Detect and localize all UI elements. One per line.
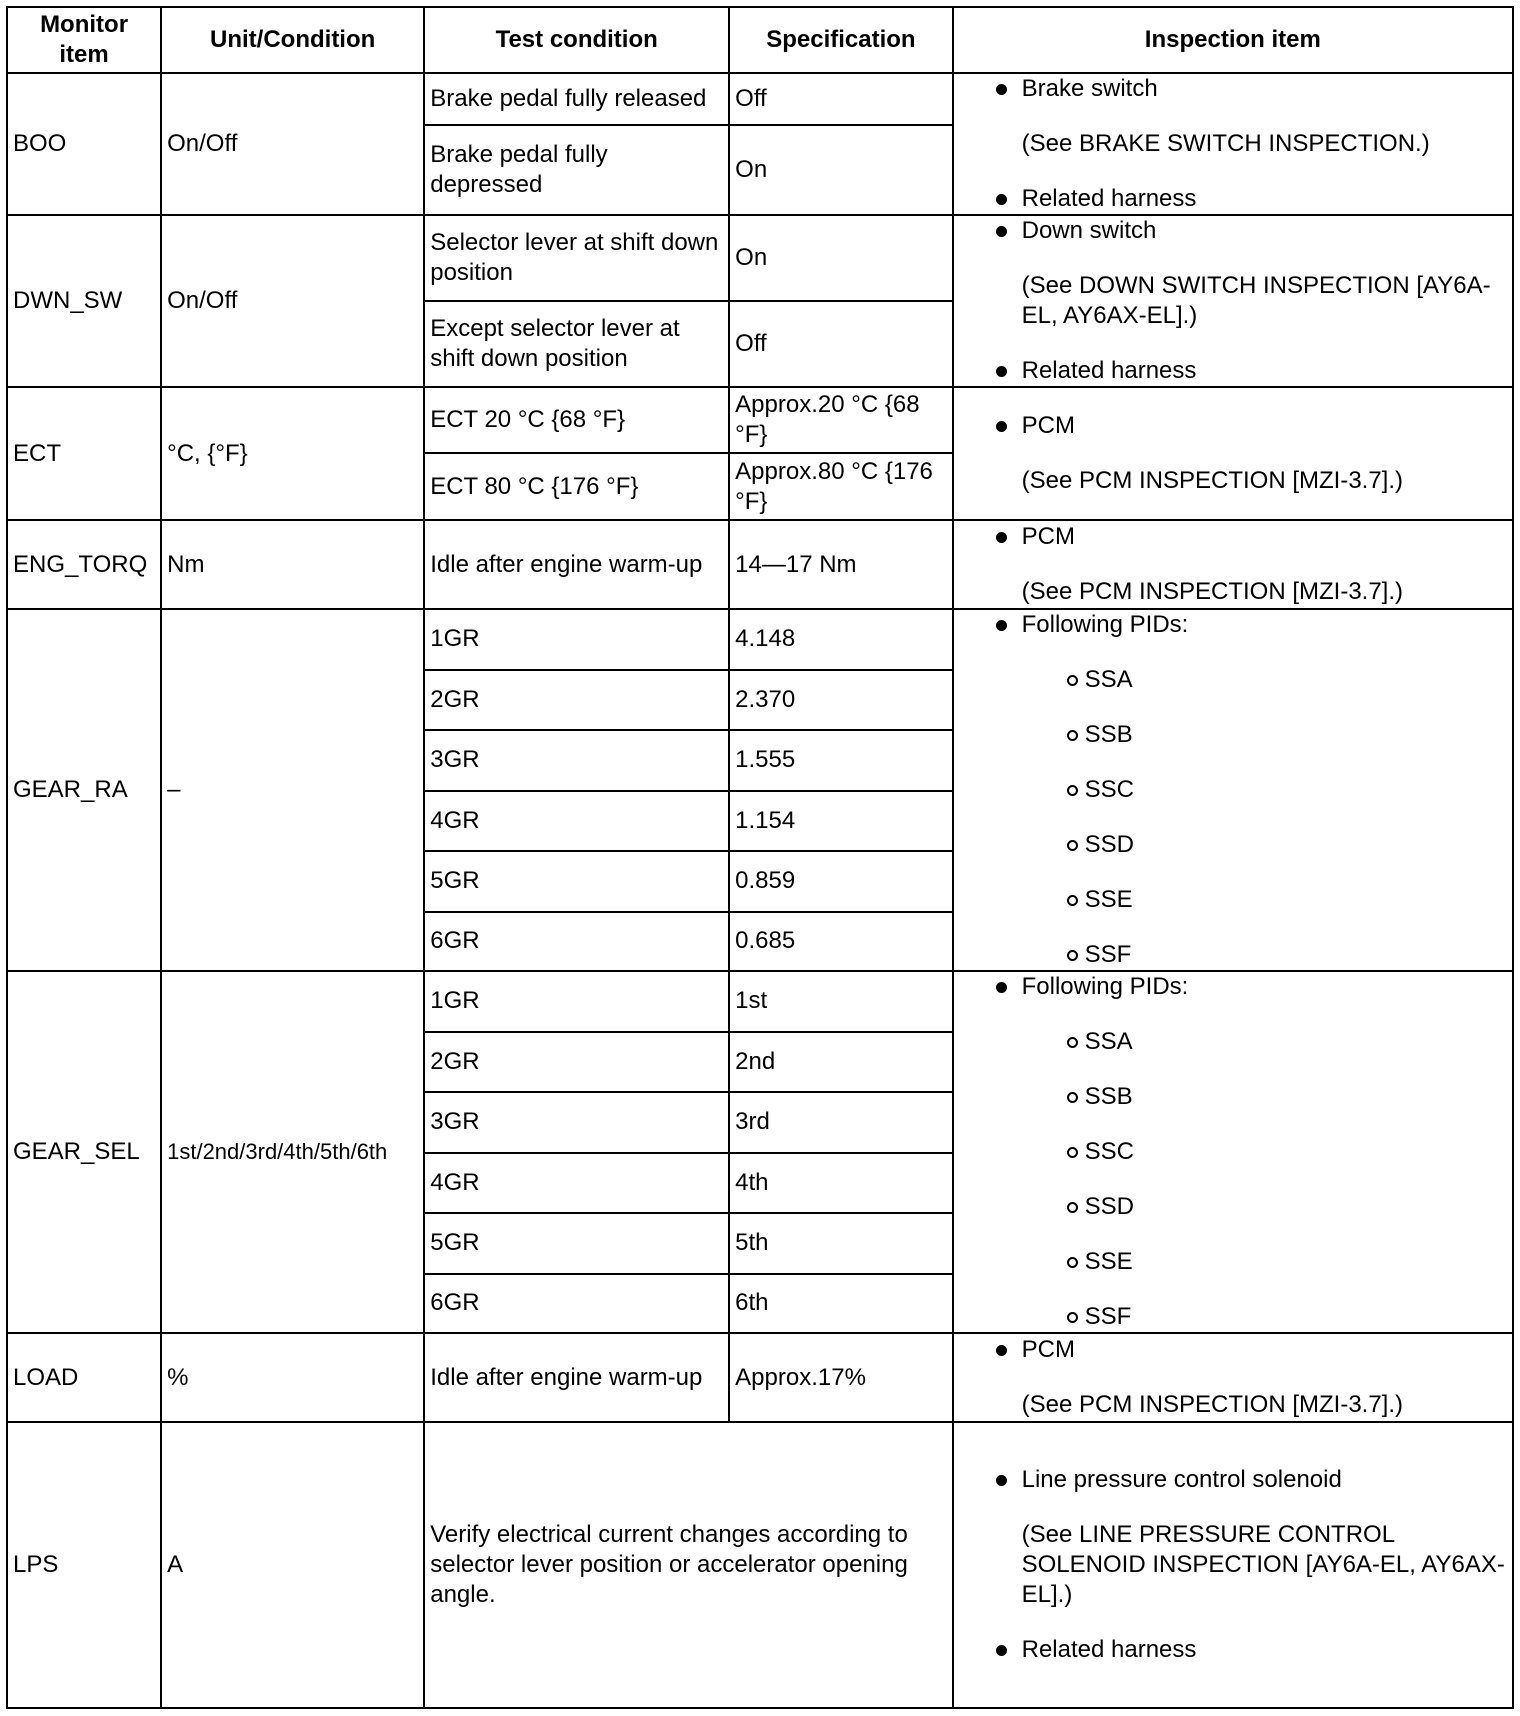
test-condition-cell: 3GR — [424, 1092, 729, 1153]
sub-bullet-item: SSE — [959, 885, 1507, 915]
bullet-item: Related harness — [959, 184, 1507, 214]
specification-cell: 1st — [729, 971, 952, 1032]
bullet-item: Related harness — [959, 356, 1507, 386]
specification-cell: 3rd — [729, 1092, 952, 1153]
sub-bullet-item: SSA — [959, 665, 1507, 695]
sub-bullet-item: SSB — [959, 1082, 1507, 1112]
test-condition-cell: Brake pedal fully depressed — [424, 125, 729, 215]
test-condition-cell: 1GR — [424, 609, 729, 670]
table-row — [7, 609, 1513, 670]
unit-ect: °C, {°F} — [161, 387, 424, 520]
monitor-spec-table — [6, 6, 1514, 1709]
bullet-item: PCM — [959, 1335, 1507, 1365]
header-specification: Specification — [729, 7, 952, 73]
test-condition-cell: 5GR — [424, 1213, 729, 1274]
specification-cell: 0.685 — [729, 912, 952, 972]
specification-cell: 1.154 — [729, 791, 952, 852]
header-row — [7, 7, 1513, 73]
monitor-item-gear-ra: GEAR_RA — [7, 609, 161, 971]
inspection-gear-ra — [953, 609, 1513, 971]
test-condition-cell: Idle after engine warm-up — [424, 520, 729, 609]
sub-bullet-item: SSE — [959, 1247, 1507, 1277]
bullet-item: Down switch — [959, 216, 1507, 246]
test-condition-cell: Brake pedal fully released — [424, 73, 729, 125]
test-condition-cell: 6GR — [424, 1274, 729, 1334]
test-condition-cell: Except selector lever at shift down position — [424, 301, 729, 387]
bullet-item: Brake switch — [959, 74, 1507, 104]
test-condition-cell: 2GR — [424, 1032, 729, 1093]
monitor-item-dwn-sw: DWN_SW — [7, 215, 161, 387]
specification-cell: Approx.80 °C {176 °F} — [729, 453, 952, 520]
specification-cell: 4th — [729, 1153, 952, 1214]
specification-cell: 5th — [729, 1213, 952, 1274]
sub-bullet-item: SSC — [959, 775, 1507, 805]
unit-gear-sel: 1st/2nd/3rd/4th/5th/6th — [161, 971, 424, 1333]
test-condition-cell: ECT 20 °C {68 °F} — [424, 387, 729, 453]
bullet-item: Following PIDs: — [959, 972, 1507, 1002]
test-condition-cell: 4GR — [424, 791, 729, 852]
table-row — [7, 387, 1513, 453]
specification-cell: Off — [729, 73, 952, 125]
sub-bullet-item: SSA — [959, 1027, 1507, 1057]
inspection-reference: (See BRAKE SWITCH INSPECTION.) — [1021, 130, 1430, 157]
bullet-item: PCM — [959, 411, 1507, 441]
specification-cell: 0.859 — [729, 851, 952, 912]
inspection-dwn-sw — [953, 215, 1513, 387]
specification-cell: On — [729, 125, 952, 215]
sub-bullet-item: SSF — [959, 940, 1507, 970]
unit-dwn-sw: On/Off — [161, 215, 424, 387]
monitor-item-eng-torq: ENG_TORQ — [7, 520, 161, 609]
test-condition-cell: 1GR — [424, 971, 729, 1032]
inspection-gear-sel — [953, 971, 1513, 1333]
specification-cell: 2.370 — [729, 670, 952, 731]
header-monitor-item — [7, 7, 161, 73]
sub-bullet-item: SSD — [959, 830, 1507, 860]
table-row — [7, 1422, 1513, 1708]
specification-cell: 4.148 — [729, 609, 952, 670]
test-condition-cell: Selector lever at shift down position — [424, 215, 729, 301]
test-condition-cell: 6GR — [424, 912, 729, 972]
sub-bullet-item: SSF — [959, 1302, 1507, 1332]
specification-cell: 2nd — [729, 1032, 952, 1093]
monitor-item-lps: LPS — [7, 1422, 161, 1708]
inspection-lps — [953, 1422, 1513, 1708]
inspection-reference: (See PCM INSPECTION [MZI-3.7].) — [1021, 578, 1404, 605]
inspection-eng-torq — [953, 520, 1513, 609]
bullet-item: Line pressure control solenoid — [959, 1465, 1507, 1495]
unit-boo: On/Off — [161, 73, 424, 215]
specification-cell: Off — [729, 301, 952, 387]
test-condition-cell: ECT 80 °C {176 °F} — [424, 453, 729, 520]
specification-cell: Approx.17% — [729, 1333, 952, 1422]
test-condition-cell: 2GR — [424, 670, 729, 731]
test-condition-cell: Idle after engine warm-up — [424, 1333, 729, 1422]
header-unit-condition: Unit/Condition — [161, 7, 424, 73]
specification-cell: 1.555 — [729, 730, 952, 791]
specification-cell: 6th — [729, 1274, 952, 1334]
inspection-reference: (See DOWN SWITCH INSPECTION [AY6A-EL, AY6AX-EL].) — [1021, 272, 1491, 329]
test-condition-cell: 4GR — [424, 1153, 729, 1214]
inspection-ect — [953, 387, 1513, 520]
unit-load: % — [161, 1333, 424, 1422]
specification-cell: On — [729, 215, 952, 301]
table-row — [7, 520, 1513, 609]
specification-cell: Approx.20 °C {68 °F} — [729, 387, 952, 453]
inspection-boo — [953, 73, 1513, 215]
unit-eng-torq: Nm — [161, 520, 424, 609]
bullet-item: Related harness — [959, 1635, 1507, 1665]
test-condition-cell: Verify electrical current changes according to selector lever position or accelerator opening angle. — [424, 1422, 952, 1708]
table-row — [7, 215, 1513, 301]
sub-bullet-item: SSB — [959, 720, 1507, 750]
monitor-item-load: LOAD — [7, 1333, 161, 1422]
unit-gear-ra: – — [161, 609, 424, 971]
header-inspection-item: Inspection item — [953, 7, 1513, 73]
inspection-reference: (See LINE PRESSURE CONTROL SOLENOID INSPECTION [AY6A-EL, AY6AX-EL].) — [1021, 1521, 1505, 1608]
monitor-item-gear-sel: GEAR_SEL — [7, 971, 161, 1333]
test-condition-cell: 3GR — [424, 730, 729, 791]
specification-cell: 14—17 Nm — [729, 520, 952, 609]
bullet-item: Following PIDs: — [959, 610, 1507, 640]
monitor-item-ect: ECT — [7, 387, 161, 520]
header-monitor-line1: Monitor — [40, 11, 129, 38]
test-condition-cell: 5GR — [424, 851, 729, 912]
table-row — [7, 73, 1513, 125]
table-row — [7, 1333, 1513, 1422]
monitor-item-boo: BOO — [7, 73, 161, 215]
bullet-item: PCM — [959, 522, 1507, 552]
sub-bullet-item: SSD — [959, 1192, 1507, 1222]
unit-lps: A — [161, 1422, 424, 1708]
sub-bullet-item: SSC — [959, 1137, 1507, 1167]
inspection-load — [953, 1333, 1513, 1422]
inspection-reference: (See PCM INSPECTION [MZI-3.7].) — [1021, 1391, 1404, 1418]
table-row — [7, 971, 1513, 1032]
inspection-reference: (See PCM INSPECTION [MZI-3.7].) — [1021, 467, 1404, 494]
header-test-condition: Test condition — [424, 7, 729, 73]
header-monitor-line2: item — [59, 41, 109, 68]
